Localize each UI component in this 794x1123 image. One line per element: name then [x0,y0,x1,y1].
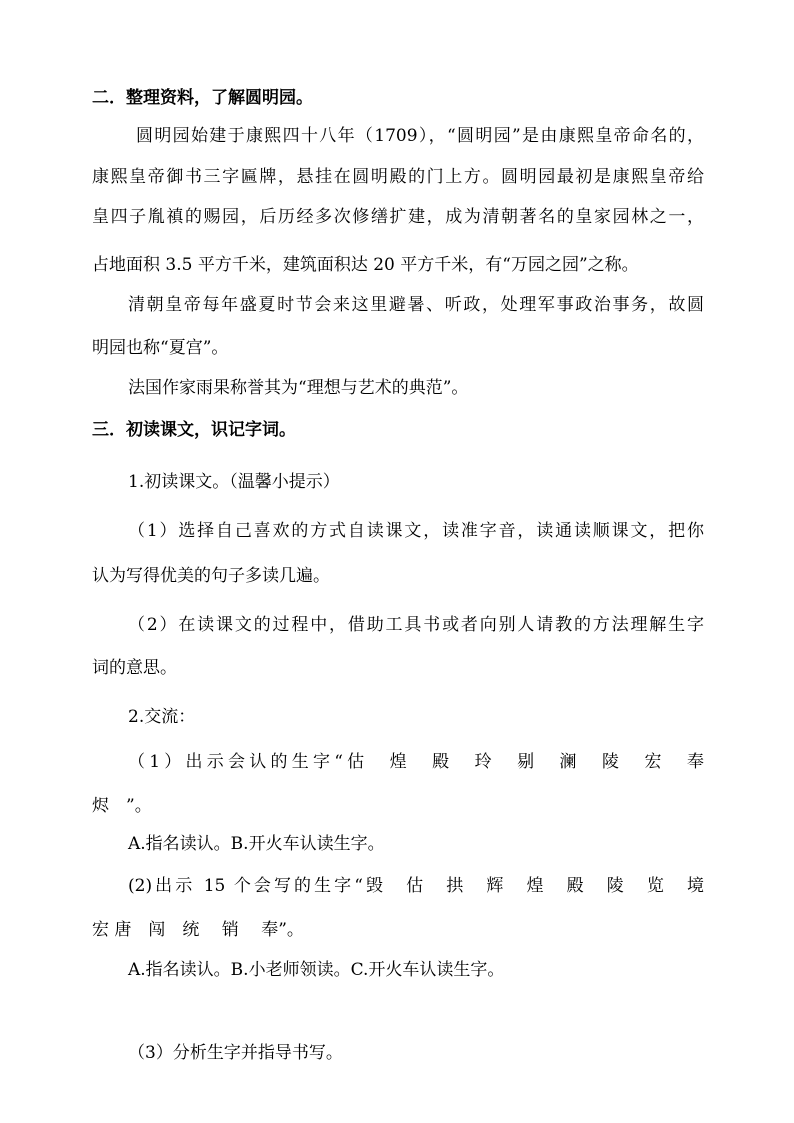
step-2-a-line: （1）出示会认的生字“估 煌 殿 玲 剔 澜 陵 宏 奉 [128,752,704,772]
section-heading-3: 三．初读课文，识记字词。 [92,420,296,440]
paragraph-line: 法国作家雨果称誉其为“理想与艺术的典范”。 [128,378,469,398]
step-2-b-line: 宏 唐 闯 统 销 奉”。 [92,920,304,940]
paragraph-line: 清朝皇帝每年盛夏时节会来这里避暑、听政，处理军事政治事务，故圆 [128,295,704,315]
step-2-b-line: (2)出示 15 个会写的生字“毁 估 拱 辉 煌 殿 陵 览 境 [128,876,704,896]
paragraph-line: 圆明园始建于康熙四十八年（1709），“圆明园”是由康熙皇帝命名的， [136,126,704,146]
paragraph-line: 皇四子胤禛的赐园，后历经多次修缮扩建，成为清朝著名的皇家园林之一， [92,207,704,227]
paragraph-line: 占地面积 3.5 平方千米，建筑面积达 20 平方千米，有“万园之园”之称。 [92,255,639,275]
section-heading-2: 二．整理资料，了解圆明园。 [92,88,313,108]
step-2-b-note: A.指名读认。B.小老师领读。C.开火车认读生字。 [128,960,505,980]
step-1-b-line: 词的意思。 [92,658,177,678]
paragraph-line: 明园也称“夏宫”。 [92,338,229,358]
step-2-a-note: A.指名读认。B.开火车认读生字。 [128,834,385,854]
step-2-c: （3）分析生字并指导书写。 [128,1043,343,1063]
step-2-a-line: 烬 ”。 [92,796,152,816]
step-1-a-line: （1）选择自己喜欢的方式自读课文，读准字音，读通读顺课文，把你 [128,521,704,541]
step-1-b-line: （2）在读课文的过程中，借助工具书或者向别人请教的方法理解生字 [128,615,704,635]
step-1: 1.初读课文。（温馨小提示） [128,472,340,492]
step-2: 2.交流： [128,707,196,727]
step-1-a-line: 认为写得优美的句子多读几遍。 [92,566,330,586]
paragraph-line: 康熙皇帝御书三字匾牌，悬挂在圆明殿的门上方。圆明园最初是康熙皇帝给 [92,167,704,187]
